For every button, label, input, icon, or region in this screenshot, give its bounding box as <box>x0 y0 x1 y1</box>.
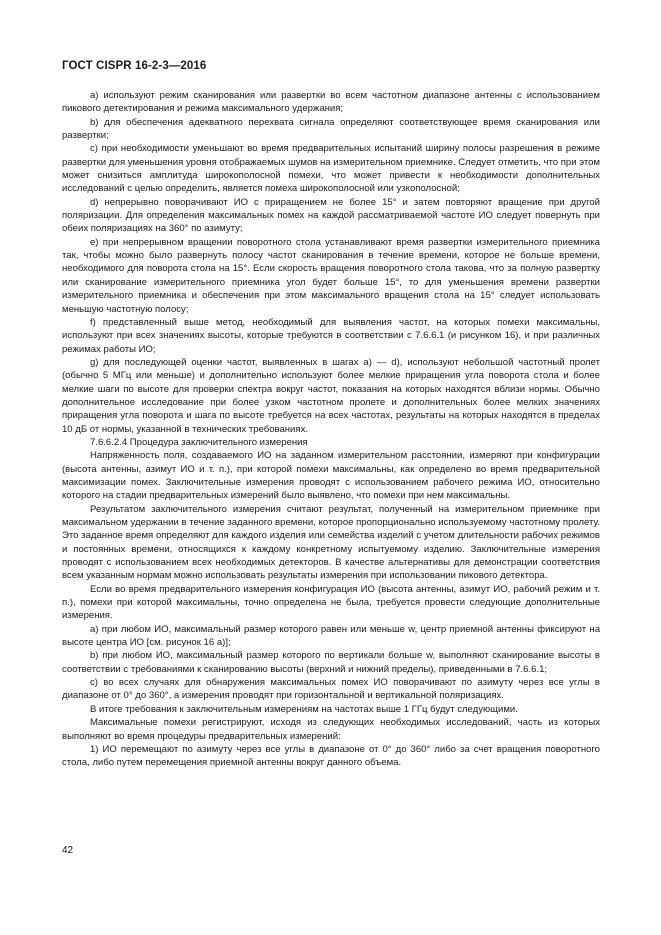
list-item-a2: a) при любом ИО, максимальный размер которого равен или меньше w, центр приемной антенны фиксируют на высоте центра ИО [см. рисунок 16 а)]; <box>62 623 600 649</box>
paragraph: Максимальные помехи регистрируют, исходя из следующих необходимых исследований, часть из которых выполняют во время процедуры предварительных измерений: <box>62 717 600 742</box>
list-item-a: a) используют режим сканирования или развертки во всем частотном диапазоне антенны с использованием пикового детектирования и режима максимального удержания; <box>62 90 600 115</box>
paragraph: Если во время предварительного измерения конфигурация ИО (высота антенны, азимут ИО, рабочий режим и т. п.), помехи при которой максимальны, точно определена не была, требуется провести следующие дополнительные измерения. <box>62 583 600 622</box>
section-heading: 7.6.6.2.4 Процедура заключительного измерения <box>90 436 308 448</box>
list-item-e: e) при непрерывном вращении поворотного стола устанавливают время развертки измерительного приемника так, чтобы можно было развернуть полосу частот сканирования в течение времени, которое не больше времени, необходимого для поворота стола на 15°. Если скорость вращения поворотного стола такова, что за полную развертку или сканирование измерительного приемника угол будет больше 15°, то для уменьшения времени развертки измерительного приемника и обеспечения при этом максимального вращения стола на 15° следует использовать меньшую частотную полосу; <box>62 236 600 315</box>
paragraph: Результатом заключительного измерения считают результат, полученный на измерительном приемнике при максимальном удержании в течение заданного времени, которое пропорционально используемому частотному пролету. Это заданное время определяют для каждого изделия или семейства изделий с учетом длительности рабочих режимов и постоянных времени, относящихся к каждому конкретному испытуемому изделию. Заключительные измерения проводят с использованием всех необходимых детекторов. В качестве альтернативы для демонстрации соответствия всем указанным нормам можно использовать результаты измерения при использовании пикового детектора. <box>62 503 600 582</box>
list-item-g: g) для последующей оценки частот, выявленных в шагах a) — d), используют небольшой частотный пролет (обычно 5 МГц или меньше) и дополнительно используют более мелкие приращения угла поворота стола и более мелкие шаги по высоте для проверки спектра вокруг частот, показания на которых находятся вблизи нормы. Обычно дополнительное исследование при более узком частотном пролете и дополнительных более мелких значениях приращения угла поворота и шага по высоте требуется на всех частотах, результаты на которых находятся в пределах 10 дБ от нормы, указанной в технических требованиях. <box>62 356 600 435</box>
list-item-1: 1) ИО перемещают по азимуту через все углы в диапазоне от 0° до 360° либо за счет вращения поворотного стола, либо путем перемещения приемной антенны вокруг данного объема. <box>62 743 600 769</box>
document-header: ГОСТ CISPR 16-2-3—2016 <box>62 60 207 72</box>
list-item-b: b) для обеспечения адекватного перехвата сигнала определяют соответствующее время сканирования или развертки; <box>62 116 600 142</box>
paragraph: В итоге требования к заключительным измерениям на частотах выше 1 ГГц будут следующими. <box>90 703 518 715</box>
list-item-f: f) представленный выше метод, необходимый для выявления частот, на которых помехи максимальны, используют при всех значениях высоты, которые требуются в соответствии с 7.6.6.1 (и рисунком 16), и при различных режимах работы ИО; <box>62 316 600 355</box>
list-item-c: c) при необходимости уменьшают во время предварительных испытаний ширину полосы разрешения в режиме развертки для уменьшения уровня отображаемых шумов на измерительном приемнике. Следует отметить, что при этом может снизиться амплитуда широкополосной помехи, что может привести к необходимости дополнительных исследований с целью определить, является помеха широкополосной или узкополосной; <box>62 143 600 195</box>
page-number: 42 <box>62 845 74 856</box>
paragraph: Напряженность поля, создаваемого ИО на заданном измерительном расстоянии, измеряют при конфигурации (высота антенны, азимут ИО и т. п.), при которой помехи максимальны, как определено во время предварительной максимизации помех. Заключительные измерения проводят с использованием рабочего режима ИО, относительно которого на стадии предварительных измерений было выявлено, что помехи при нем максимальны. <box>62 450 600 502</box>
list-item-b2: b) при любом ИО, максимальный размер которого по вертикали больше w, выполняют сканирование высоты в соответствии с требованиями к сканированию высоты (верхний и нижний пределы), приведенными в 7.6.6.1; <box>62 650 600 675</box>
list-item-c2: c) во всех случаях для обнаружения максимальных помех ИО поворачивают по азимуту через все углы в диапазоне от 0° до 360°, а измерения проводят при горизонтальной и вертикальной поляризациях. <box>62 677 600 702</box>
list-item-d: d) непрерывно поворачивают ИО с приращением не более 15° и затем повторяют вращение при другой поляризации. Для определения максимальных помех на каждой рассматриваемой частоте ИО следует повернуть при обеих поляризациях на 360° по азимуту; <box>62 196 600 235</box>
document-body <box>62 89 600 770</box>
